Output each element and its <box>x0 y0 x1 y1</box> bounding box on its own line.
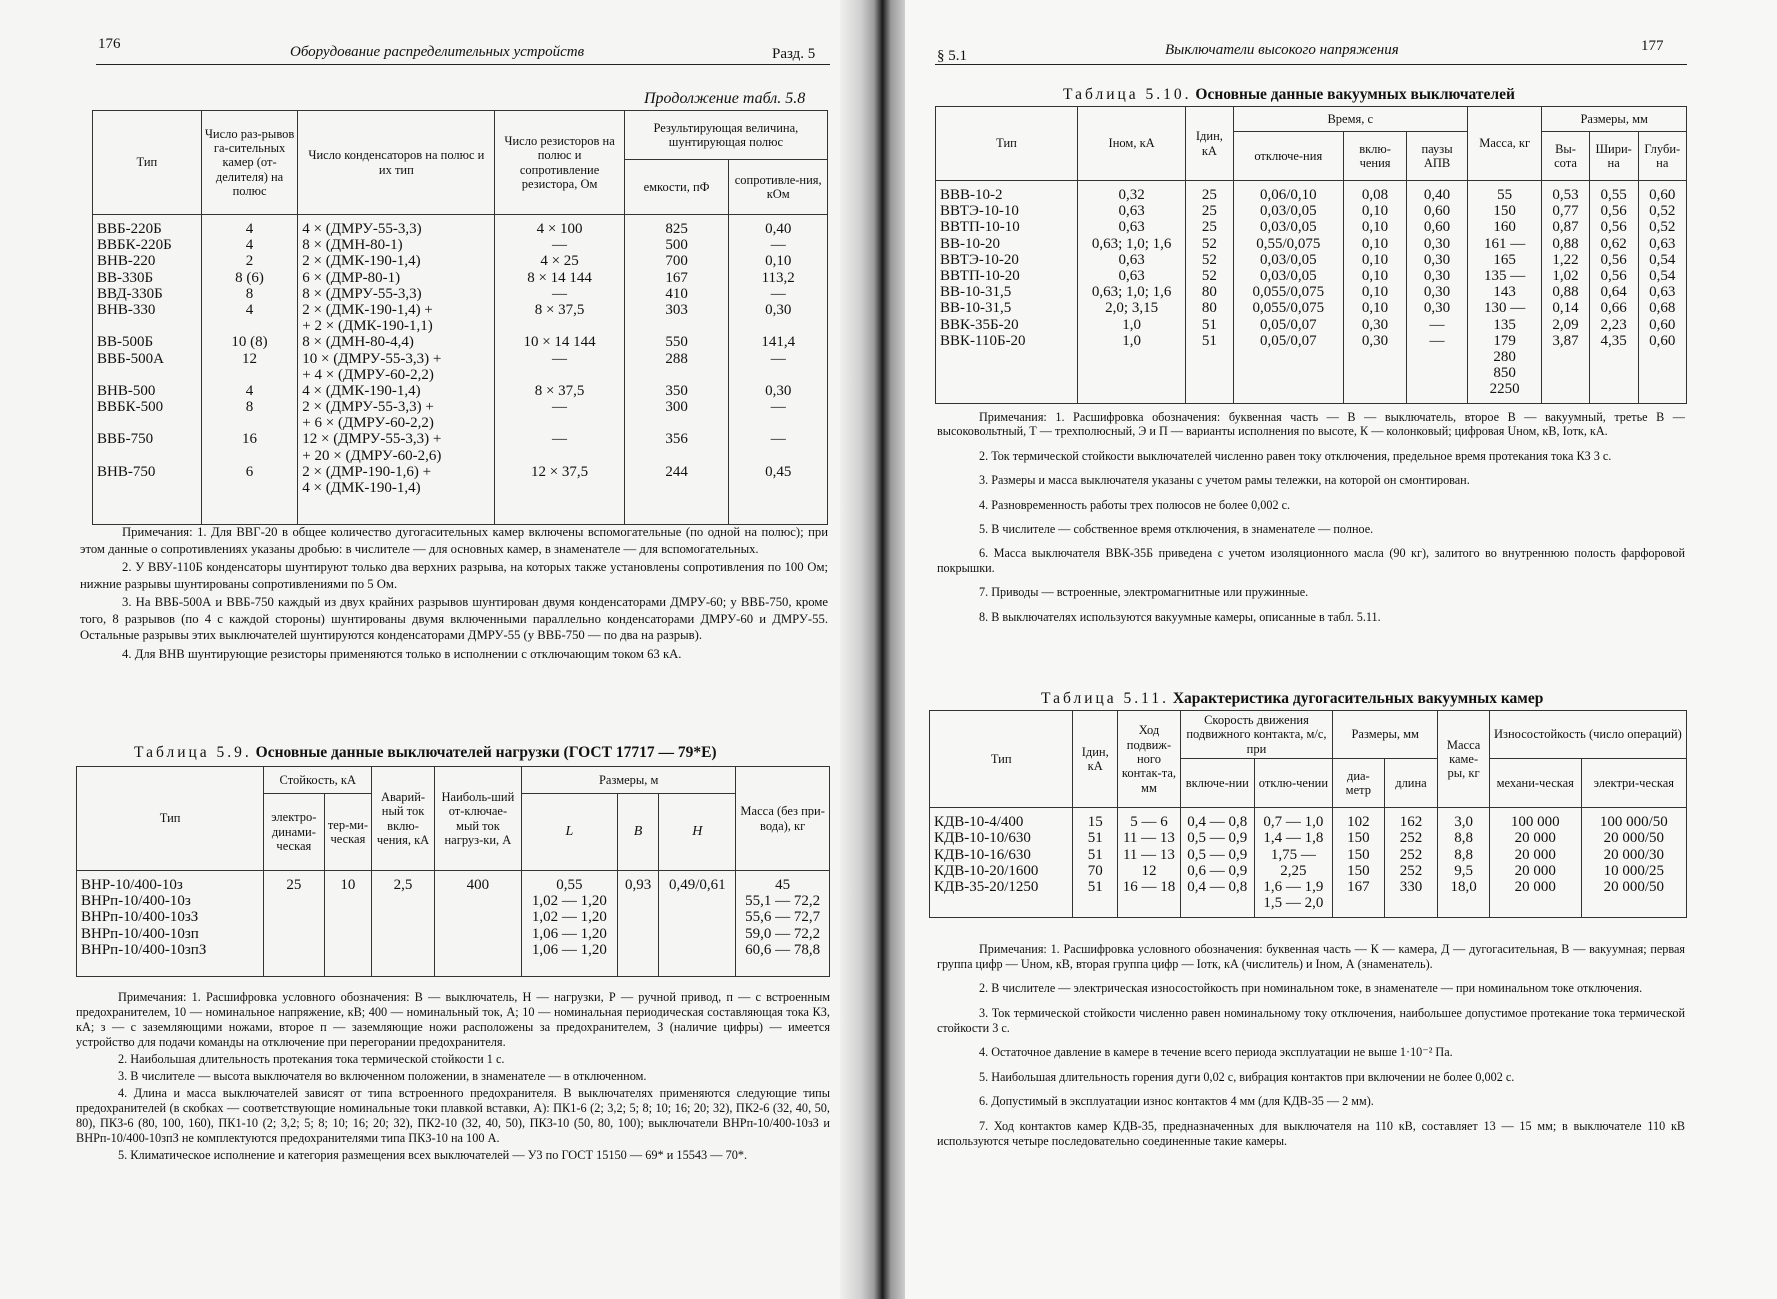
col-header-on: вклю-чения <box>1344 132 1407 181</box>
col-header-elec: электри-ческая <box>1581 759 1686 808</box>
col-header-mass: Масса (без при-вода), кг <box>736 767 830 871</box>
notes-table-5-10 <box>937 410 1685 634</box>
table-5-9-caption: Таблица 5.9. Основные данные выключателей нагрузки (ГОСТ 17717 — 79*Е) <box>134 744 717 761</box>
note: 4. Разновременность работы трех полюсов не более 0,002 с. <box>979 497 1291 512</box>
column-type: ВВБ-220Б ВВБК-220Б ВНВ-220 ВВ-330Б ВВД-330Б ВНВ-330 ВВ-500Б ВВБ-500А ВНВ-500 ВВБК-500 ВВБ-750 ВНВ-750 <box>93 215 202 525</box>
column-resistance: 0,40 — 0,10 113,2 — 0,30 141,4 — 0,30 — — 0,45 <box>729 215 828 525</box>
col-header-height: Вы-сота <box>1542 132 1589 181</box>
column-electro: 25 <box>264 871 324 977</box>
col-header-result: Результирующая величина, шунтирующая полюс <box>624 111 827 160</box>
column-off: 0,06/0,10 0,03/0,05 0,03/0,05 0,55/0,075 0,03/0,05 0,03/0,05 0,055/0,075 0,055/0,075 0,05/0,07 0,05/0,07 <box>1233 181 1343 404</box>
col-header-inom: Iном, кА <box>1078 107 1186 181</box>
note: Примечания: 1. Расшифровка условного обозначения: буквенная часть — К — камера, Д — дугогасительная, В — вакуумная; первая группа цифр — Uном, кВ, вторая группа цифр — Iотк, кА (числитель) и Iном, А (знаменатель). <box>937 942 1685 971</box>
column-breaks: 4 4 2 8 (6) 8 4 10 (8) 12 4 8 16 6 <box>201 215 297 525</box>
col-header-capacity: емкости, пФ <box>624 160 729 215</box>
table-5-11-caption: Таблица 5.11. Характеристика дугогасительных вакуумных камер <box>1041 690 1544 707</box>
note: 3. В числителе — высота выключателя во включенном положении, в знаменателе — в отключенном. <box>118 1069 647 1083</box>
column-mass: 55 150 160 161 — 165 135 — 143 130 — 135 179 280 850 2250 <box>1467 181 1541 404</box>
col-header-mech: механи-ческая <box>1489 759 1581 808</box>
section-label: § 5.1 <box>937 48 967 64</box>
col-header-idin: Iдин, кА <box>1073 711 1118 808</box>
left-page <box>0 0 860 1299</box>
note: 6. Допустимый в эксплуатации износ контактов 4 мм (для КДВ-35 — 2 мм). <box>979 1094 1374 1109</box>
col-header-B: B <box>617 794 659 871</box>
col-header-speed-on: включе-нии <box>1180 759 1254 808</box>
column-mass: 3,0 8,8 8,8 9,5 18,0 <box>1438 808 1490 918</box>
col-header-stroke: Ход подвиж-ного контак-та, мм <box>1118 711 1181 808</box>
col-header-depth: Глуби-на <box>1638 132 1686 181</box>
note: Примечания: 1. Для ВВГ-20 в общее количество дугогасительных камер включены вспомогательные (по одной на полюс); при этом данные о сопротивлениях указаны дробью: в числителе — для основных камер, в знаменателе — для вспомогательных. <box>80 525 828 556</box>
column-L: 0,55 1,02 — 1,20 1,02 — 1,20 1,06 — 1,20 1,06 — 1,20 <box>522 871 618 977</box>
column-speed-on: 0,4 — 0,8 0,5 — 0,9 0,5 — 0,9 0,6 — 0,9 0,4 — 0,8 <box>1180 808 1254 918</box>
col-header-wear: Износостойкость (число операций) <box>1489 711 1686 759</box>
table-5-8 <box>92 110 828 525</box>
column-speed-off: 0,7 — 1,0 1,4 — 1,8 1,75 — 2,25 1,6 — 1,9 1,5 — 2,0 <box>1254 808 1332 918</box>
col-header-width: Шири-на <box>1589 132 1638 181</box>
table-continuation-label: Продолжение табл. 5.8 <box>644 90 806 107</box>
col-header-emergency: Аварий-ный ток вклю-чения, кА <box>372 767 434 871</box>
col-header-type: Тип <box>93 111 202 215</box>
note: 4. Длина и масса выключателей зависят от типа встроенного предохранителя. В выключателях применяются следующие типы предохранителей (в скобках — соответствующие номинальные токи плавкой вставки, А): ПК1-6 (2; 3,2; 5; 8; 10; 16; 20; 32), ПК2-6 (32, 40, 50, 80), ПКЗ-6 (80, 100, 160), ПК1-10 (2; 3,2; 5; 8; 10; 16; 20; 32), ПК2-10 (32, 40, 50), ПКЗ-10 (50, 80, 100); выключатели ВНРп-10/400-10зЗ и ВНРп-10/400-10зпЗ не комплектуются предохранителями типа ПКЗ-10 на 100 А. <box>76 1086 830 1145</box>
note: 2. Наибольшая длительность протекания тока термической стойкости 1 с. <box>118 1052 505 1066</box>
col-header-dims: Размеры, м <box>522 767 736 794</box>
column-on: 0,08 0,10 0,10 0,10 0,10 0,10 0,10 0,10 0,30 0,30 <box>1344 181 1407 404</box>
column-idin: 25 25 25 52 52 52 80 80 51 51 <box>1186 181 1233 404</box>
table-5-11 <box>929 710 1687 918</box>
column-height: 0,53 0,77 0,87 0,88 1,22 1,02 0,88 0,14 2,09 3,87 <box>1542 181 1589 404</box>
col-header-type: Тип <box>77 767 264 871</box>
col-header-time: Время, с <box>1233 107 1467 132</box>
col-header-resistors: Число резисторов на полюс и сопротивление резистора, Ом <box>495 111 624 215</box>
col-header-diam: диа-метр <box>1333 759 1385 808</box>
column-width: 0,55 0,56 0,56 0,62 0,56 0,56 0,64 0,66 2,23 4,35 <box>1589 181 1638 404</box>
col-header-mass: Масса каме-ры, кг <box>1438 711 1490 808</box>
column-type: ВНР-10/400-10з ВНРп-10/400-10з ВНРп-10/400-10зЗ ВНРп-10/400-10зп ВНРп-10/400-10зпЗ <box>77 871 264 977</box>
note: 2. Ток термической стойкости выключателей численно равен току отключения, предельное время протекания тока КЗ 3 с. <box>979 448 1612 463</box>
col-header-stability: Стойкость, кА <box>264 767 372 794</box>
note: 7. Приводы — встроенные, электромагнитные или пружинные. <box>979 585 1309 600</box>
column-depth: 0,60 0,52 0,52 0,63 0,54 0,54 0,63 0,68 0,60 0,60 <box>1638 181 1686 404</box>
note: 5. Климатическое исполнение и категория размещения всех выключателей — У3 по ГОСТ 15150 — 69* и 15543 — 70*. <box>118 1148 748 1162</box>
note: 6. Масса выключателя ВВК-35Б приведена с учетом изоляционного масла (90 кг), залитого во внутреннюю полость фарфоровой покрышки. <box>937 546 1685 575</box>
column-type: КДВ-10-4/400 КДВ-10-10/630 КДВ-10-16/630 КДВ-10-20/1600 КДВ-35-20/1250 <box>930 808 1073 918</box>
column-capacitors: 4 × (ДМРУ-55-3,3) 8 × (ДМН-80-1) 2 × (ДМК-190-1,4) 6 × (ДМР-80-1) 8 × (ДМРУ-55-3,3) 2 × (ДМК-190-1,4) + + 2 × (ДМК-190-1,1) 8 × (ДМН-80-4,4) 10 × (ДМРУ-55-3,3) + + 4 × (ДМРУ-60-2,2) 4 × (ДМК-190-1,4) 2 × (ДМРУ-55-3,3) + + 6 × (ДМРУ-60-2,2) 12 × (ДМРУ-55-3,3) + + 20 × (ДМРУ-60-2,6) 2 × (ДМР-190-1,6) + 4 × (ДМК-190-1,4) <box>298 215 495 525</box>
col-header-dims: Размеры, мм <box>1542 107 1687 132</box>
column-mass: 45 55,1 — 72,2 55,6 — 72,7 59,0 — 72,2 60,6 — 78,8 <box>736 871 830 977</box>
column-elec: 100 000/50 20 000/50 20 000/30 10 000/25 20 000/50 <box>1581 808 1686 918</box>
column-mech: 100 000 20 000 20 000 20 000 20 000 <box>1489 808 1581 918</box>
column-max-off: 400 <box>434 871 521 977</box>
column-resistors: 4 × 100 — 4 × 25 8 × 14 144 — 8 × 37,5 10 × 14 144 — 8 × 37,5 — — 12 × 37,5 <box>495 215 624 525</box>
table-5-9 <box>76 766 830 977</box>
page-number: 176 <box>98 36 121 52</box>
running-title: Выключатели высокого напряжения <box>1165 42 1399 58</box>
col-header-resistance: сопротивле-ния, кОм <box>729 160 828 215</box>
col-header-thermal: тер-ми-ческая <box>324 794 372 871</box>
header-rule <box>96 64 830 65</box>
header-rule <box>935 64 1687 65</box>
note: 4. Остаточное давление в камере в течение всего периода эксплуатации не выше 1·10⁻² Па. <box>979 1045 1453 1060</box>
col-header-off: отключе-ния <box>1233 132 1343 181</box>
col-header-length: длина <box>1384 759 1438 808</box>
col-header-speed: Скорость движения подвижного контакта, м/с, при <box>1180 711 1332 759</box>
note: 2. У ВВУ-110Б конденсаторы шунтируют только два верхних разрыва, на которых также установлены сопротивления по 100 Ом; нижние разрывы шунтированы сопротивлениями по 5 Ом. <box>80 560 828 591</box>
column-diam: 102 150 150 150 167 <box>1333 808 1385 918</box>
note: 4. Для ВНВ шунтирующие резисторы применяются только в исполнении с отключающим током 63 кА. <box>122 646 682 661</box>
col-header-pause: паузы АПВ <box>1407 132 1468 181</box>
column-capacity: 825 500 700 167 410 303 550 288 350 300 356 244 <box>624 215 729 525</box>
col-header-type: Тип <box>936 107 1078 181</box>
column-thermal: 10 <box>324 871 372 977</box>
col-header-type: Тип <box>930 711 1073 808</box>
note: 5. В числителе — собственное время отключения, в знаменателе — полное. <box>979 521 1374 536</box>
note: 3. На ВВБ-500А и ВВБ-750 каждый из двух крайних разрывов шунтирован двумя конденсаторами ДМРУ-60; у ВВБ-750, кроме того, 8 разрывов (по 4 с каждой стороны) шунтированы двумя включенными параллельно конденсаторами ДМРУ-60 и ДМРУ-55. Остальные разрывы этих выключателей шунтируются конденсаторами ДМРУ-55 (у ВВБ-750 — по два на разрыв). <box>80 595 828 642</box>
col-header-capacitors: Число конденсаторов на полюс и их тип <box>298 111 495 215</box>
column-idin: 15 51 51 70 51 <box>1073 808 1118 918</box>
note: Примечания: 1. Расшифровка условного обозначения: В — выключатель, Н — нагрузки, Р — ручной привод, п — с встроенным предохранителем, 10 — номинальное напряжение, кВ; 400 — номинальный ток, А; 10 — номинальная периодическая составляющая тока КЗ, кА; з — с заземляющими ножами, второе п — заземляющие ножи расположены за предохранителем, З (наличие цифры) — имеется устройство для подачи команды на отключение при перегорании предохранителя. <box>76 990 830 1049</box>
note: 2. В числителе — электрическая износостойкость при номинальном токе, в знаменателе — при номинальном токе отключения. <box>979 981 1643 996</box>
column-inom: 0,32 0,63 0,63 0,63; 1,0; 1,6 0,63 0,63 0,63; 1,0; 1,6 2,0; 3,15 1,0 1,0 <box>1078 181 1186 404</box>
col-header-electro: электро-динами-ческая <box>264 794 324 871</box>
table-5-10 <box>935 106 1687 404</box>
running-title: Оборудование распределительных устройств <box>290 44 585 60</box>
right-page <box>905 0 1777 1299</box>
column-H: 0,49/0,61 <box>659 871 736 977</box>
col-header-H: H <box>659 794 736 871</box>
note: 5. Наибольшая длительность горения дуги 0,02 с, вибрация контактов при включении не более 0,002 с. <box>979 1069 1515 1084</box>
note: 3. Ток термической стойкости численно равен номинальному току отключения, наибольшее допустимое протекание тока термической стойкости 3 с. <box>937 1005 1685 1035</box>
notes-table-5-8 <box>80 524 828 664</box>
note: Примечания: 1. Расшифровка обозначения: буквенная часть — В — выключатель, второе В — вакуумный, третье В — высоковольтный, Т — трехполюсный, Э и П — варианты исполнения по высоте, К — колонковый; цифровая Uном, кВ, Iотк, кА. <box>937 410 1685 439</box>
col-header-speed-off: отклю-чении <box>1254 759 1332 808</box>
col-header-breaks: Число раз-рывов га-сительных камер (от-делителя) на полюс <box>201 111 297 215</box>
column-emergency: 2,5 <box>372 871 434 977</box>
table-5-10-caption: Таблица 5.10. Основные данные вакуумных выключателей <box>1063 86 1515 103</box>
notes-table-5-9 <box>76 990 830 1165</box>
col-header-L: L <box>522 794 618 871</box>
column-pause: 0,40 0,60 0,60 0,30 0,30 0,30 0,30 0,30 — — <box>1407 181 1468 404</box>
column-length: 162 252 252 252 330 <box>1384 808 1438 918</box>
col-header-mass: Масса, кг <box>1467 107 1541 181</box>
col-header-max-off: Наиболь-ший от-ключае-мый ток нагруз-ки, А <box>434 767 521 871</box>
note: 3. Размеры и масса выключателя указаны с учетом рамы тележки, на которой он смонтирован. <box>979 473 1470 488</box>
col-header-idin: Iдин, кА <box>1186 107 1233 181</box>
column-type: ВВВ-10-2 ВВТЭ-10-10 ВВТП-10-10 ВВ-10-20 ВВТЭ-10-20 ВВТП-10-20 ВВ-10-31,5 ВВ-10-31,5 ВВК-35Б-20 ВВК-110Б-20 <box>936 181 1078 404</box>
column-stroke: 5 — 6 11 — 13 11 — 13 12 16 — 18 <box>1118 808 1181 918</box>
col-header-dims: Размеры, мм <box>1333 711 1438 759</box>
section-label: Разд. 5 <box>772 46 816 62</box>
note: 7. Ход контактов камер КДВ-35, предназначенных для выключателя на 110 кВ, составляет 13 — 15 мм; в выключателе 110 кВ используются четыре последовательно соединенные такие камеры. <box>937 1119 1685 1148</box>
notes-table-5-11 <box>937 942 1685 1158</box>
column-B: 0,93 <box>617 871 659 977</box>
page-number: 177 <box>1641 38 1664 54</box>
note: 8. В выключателях используются вакуумные камеры, описанные в табл. 5.11. <box>979 609 1381 624</box>
